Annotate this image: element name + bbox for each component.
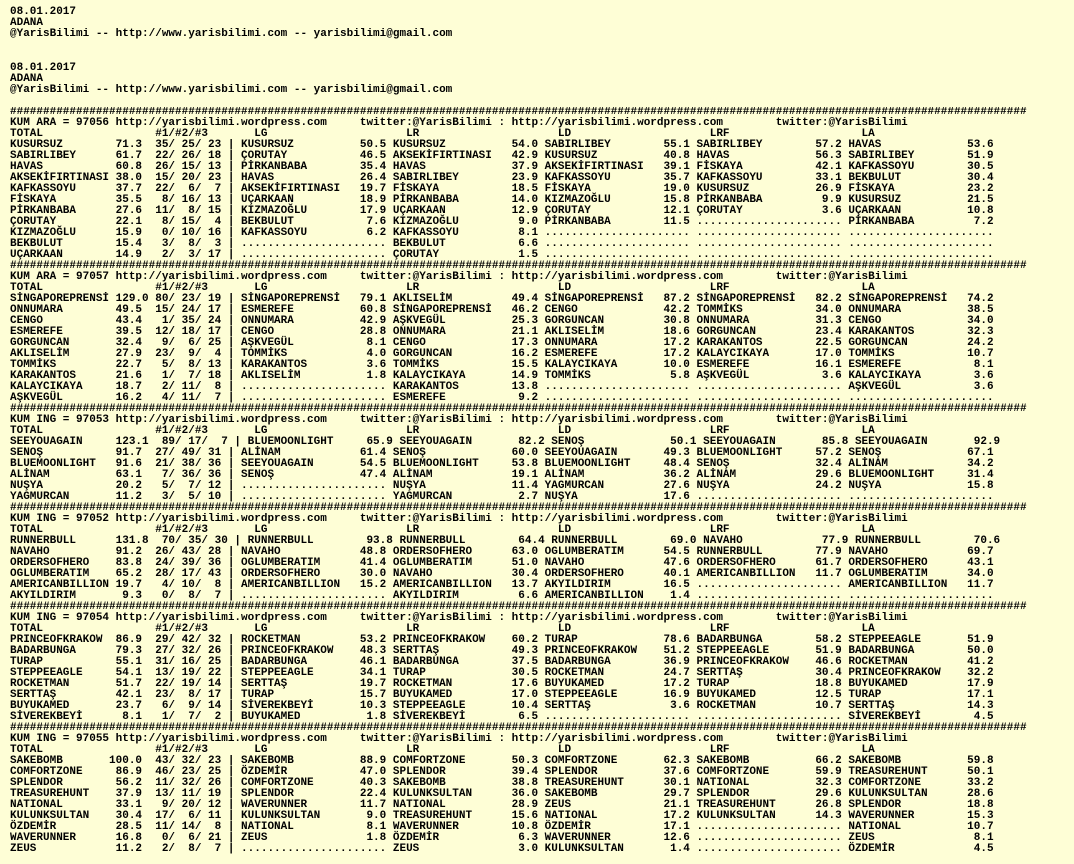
column-header: TOTAL #1/#2/#3 LG LR LD LRF LA bbox=[10, 425, 875, 437]
table-row: NUŞYA 20.2 5/ 7/ 12 | ...................... NUŞYA 11.4 YAGMURCAN 27.6 NUŞYA 24.2 NUŞYA 15.8 bbox=[10, 480, 994, 492]
table-row: KAFKASSOYU 37.7 22/ 6/ 7 | AKSEKİFIRTINASI 19.7 FİSKAYA 18.5 FİSKAYA 19.0 KUSURSUZ 26.9 FİSKAYA 23.2 bbox=[10, 183, 994, 195]
table-row: PİRKANBABA 27.6 11/ 8/ 15 | KIZMAZOĞLU 17.9 UÇARKAAN 12.9 ÇORUTAY 12.1 ÇORUTAY 3.6 UÇARKAAN 10.8 bbox=[10, 205, 994, 217]
table-row: AŞKVEGÜL 16.2 4/ 11/ 7 | ...................... ESMEREFE 9.2 ...................... ...................... ...................... bbox=[10, 392, 994, 404]
table-row: OGLUMBERATIM 65.2 28/ 17/ 43 | ORDERSOFHERO 30.0 NAVAHO 30.4 ORDERSOFHERO 40.1 AMERICANBILLION 11.7 OGLUMBERATIM 34.0 bbox=[10, 568, 994, 580]
table-row: ORDERSOFHERO 83.8 24/ 39/ 36 | OGLUMBERATIM 41.4 OGLUMBERATIM 51.0 NAVAHO 47.6 ORDERSOFHERO 61.7 ORDERSOFHERO 43.1 bbox=[10, 557, 994, 569]
table-row: AMERICANBILLION 19.7 4/ 10/ 8 | AMERICANBILLION 15.2 AMERICANBILLION 13.7 AKYILDIRIM 16.5 ...................... AMERICANBILLION 11.7 bbox=[10, 579, 994, 591]
contact-line: @YarisBilimi -- http://www.yarisbilimi.com -- yarisbilimi@gmail.com bbox=[10, 28, 453, 40]
table-row: UÇARKAAN 14.9 2/ 3/ 17 | ...................... ÇORUTAY 1.5 ...................... ...................... ...................... bbox=[10, 249, 994, 261]
column-header: TOTAL #1/#2/#3 LG LR LD LRF LA bbox=[10, 623, 875, 635]
table-row: TREASUREHUNT 37.9 13/ 11/ 19 | SPLENDOR 22.4 KULUNKSULTAN 36.0 SAKEBOMB 29.7 SPLENDOR 29.6 KULUNKSULTAN 28.6 bbox=[10, 788, 994, 800]
header-block bbox=[10, 63, 452, 96]
table-row: HAVAS 60.8 26/ 15/ 13 | PİRKANBABA 35.4 HAVAS 37.9 AKSEKİFIRTINASI 39.1 FİSKAYA 42.1 KAFKASSOYU 30.5 bbox=[10, 161, 994, 173]
table-row: AKYILDIRIM 9.3 0/ 8/ 7 | ...................... AKYILDIRIM 6.6 AMERICANBILLION 1.4 ...................... ...................... bbox=[10, 590, 994, 602]
table-row: RUNNERBULL 131.8 70/ 35/ 30 | RUNNERBULL 93.8 RUNNERBULL 64.4 RUNNERBULL 69.0 NAVAHO 77.9 RUNNERBULL 70.6 bbox=[10, 535, 1001, 547]
race-title: KUM ING = 97053 http://yarisbilimi.wordpress.com twitter:@YarisBilimi : http://yarisbilimi.wordpress.com twitter:@YarisBilimi bbox=[10, 414, 908, 426]
separator-line: ########################################################################################################################################################## bbox=[10, 601, 1027, 613]
race-title: KUM ING = 97052 http://yarisbilimi.wordpress.com twitter:@YarisBilimi : http://yarisbilimi.wordpress.com twitter:@YarisBilimi bbox=[10, 513, 908, 525]
table-row: NATIONAL 33.1 9/ 20/ 12 | WAVERUNNER 11.7 NATIONAL 28.9 ZEUS 21.1 TREASUREHUNT 26.8 SPLENDOR 18.8 bbox=[10, 799, 994, 811]
table-row: SENOŞ 91.7 27/ 49/ 31 | ALİNAM 61.4 SENOŞ 60.0 SEEYOUAGAIN 49.3 BLUEMOONLIGHT 57.2 SENOŞ 67.1 bbox=[10, 447, 994, 459]
table-row: CENGO 43.4 1/ 35/ 24 | ONNUMARA 42.9 AŞKVEGÜL 25.3 GORGUNCAN 30.8 ONNUMARA 31.3 CENGO 34.0 bbox=[10, 315, 994, 327]
table-row: YAGMURCAN 11.2 3/ 5/ 10 | ...................... YAGMURCAN 2.7 NUŞYA 17.6 ...................... ...................... bbox=[10, 491, 994, 503]
report-date: 08.01.2017 bbox=[10, 6, 77, 18]
separator-line: ########################################################################################################################################################## bbox=[10, 722, 1027, 734]
separator-line: ########################################################################################################################################################## bbox=[10, 403, 1027, 415]
table-row: ÇORUTAY 22.1 8/ 15/ 4 | BEKBULUT 7.6 KIZMAZOĞLU 9.0 PİRKANBABA 11.5 ...................... PİRKANBABA 7.2 bbox=[10, 216, 994, 228]
table-row: STEPPEEAGLE 54.1 13/ 19/ 22 | STEPPEEAGLE 34.1 TURAP 30.5 ROCKETMAN 24.7 SERTTAŞ 30.4 PRINCEOFKRAKOW 32.2 bbox=[10, 667, 994, 679]
table-row: SERTTAŞ 42.1 23/ 8/ 17 | TURAP 15.7 BUYUKAMED 17.0 STEPPEEAGLE 16.9 BUYUKAMED 12.5 TURAP 17.1 bbox=[10, 689, 994, 701]
separator-line: ########################################################################################################################################################## bbox=[10, 260, 1027, 272]
table-row: WAVERUNNER 16.8 0/ 6/ 21 | ZEUS 1.8 ÖZDEMİR 6.3 WAVERUNNER 12.6 ...................... ZEUS 8.1 bbox=[10, 832, 994, 844]
table-row: KIZMAZOĞLU 15.9 0/ 10/ 16 | KAFKASSOYU 6.2 KAFKASSOYU 8.1 ...................... ...................... ...................... bbox=[10, 227, 994, 239]
table-row: GORGUNCAN 32.4 9/ 6/ 25 | AŞKVEGÜL 8.1 CENGO 17.3 ONNUMARA 17.2 KARAKANTOS 22.5 GORGUNCAN 24.2 bbox=[10, 337, 994, 349]
table-row: SPLENDOR 56.2 11/ 32/ 26 | COMFORTZONE 40.3 SAKEBOMB 38.8 TREASUREHUNT 30.1 NATIONAL 32.3 COMFORTZONE 33.2 bbox=[10, 777, 994, 789]
separator-line: ########################################################################################################################################################## bbox=[10, 107, 1027, 118]
column-header: TOTAL #1/#2/#3 LG LR LD LRF LA bbox=[10, 282, 875, 294]
table-row: ALİNAM 63.1 7/ 36/ 36 | SENOŞ 47.4 ALİNAM 19.1 ALİNAM 36.2 ALİNAM 29.6 BLUEMOONLIGHT 31.4 bbox=[10, 469, 994, 481]
table-row: FİSKAYA 35.5 8/ 16/ 13 | UÇARKAAN 18.9 PİRKANBABA 14.0 KIZMAZOĞLU 15.8 PİRKANBABA 9.9 KUSURSUZ 21.5 bbox=[10, 194, 994, 206]
table-row: ZEUS 11.2 2/ 8/ 7 | ...................... ZEUS 3.0 KULUNKSULTAN 1.4 ...................... ÖZDEMİR 4.5 bbox=[10, 843, 994, 855]
table-row: ÖZDEMİR 28.5 11/ 14/ 8 | NATIONAL 8.1 WAVERUNNER 10.8 ÖZDEMİR 17.1 ...................... NATIONAL 10.7 bbox=[10, 821, 994, 833]
table-row: KARAKANTOS 21.6 1/ 7/ 18 | AKLISELİM 1.8 KALAYCIKAYA 14.9 TOMMİKS 5.8 AŞKVEGÜL 3.6 KALAYCIKAYA 3.6 bbox=[10, 370, 994, 382]
table-row: KULUNKSULTAN 30.4 17/ 6/ 11 | KULUNKSULTAN 9.0 TREASUREHUNT 15.6 NATIONAL 17.2 KULUNKSULTAN 14.3 WAVERUNNER 15.3 bbox=[10, 810, 994, 822]
table-row: BLUEMOONLIGHT 91.6 21/ 38/ 36 | SEEYOUAGAIN 54.5 BLUEMOONLIGHT 53.8 BLUEMOONLIGHT 48.4 SENOŞ 32.4 ALİNAM 34.2 bbox=[10, 458, 994, 470]
separator-line: ########################################################################################################################################################## bbox=[10, 502, 1027, 514]
table-row: TURAP 55.1 31/ 16/ 25 | BADARBUNGA 46.1 BADARBUNGA 37.5 BADARBUNGA 36.9 PRINCEOFKRAKOW 46.6 ROCKETMAN 41.2 bbox=[10, 656, 994, 668]
table-row: TOMMİKS 22.7 5/ 8/ 13 | KARAKANTOS 3.6 TOMMİKS 15.5 KALAYCIKAYA 10.0 ESMEREFE 16.1 ESMEREFE 8.1 bbox=[10, 359, 994, 371]
table-row: SİVEREKBEYİ 8.1 1/ 7/ 2 | BUYUKAMED 1.8 SİVEREKBEYİ 6.5 ...................... ...................... SİVEREKBEYİ 4.5 bbox=[10, 711, 994, 723]
table-row: PRINCEOFKRAKOW 86.9 29/ 42/ 32 | ROCKETMAN 53.2 PRINCEOFKRAKOW 60.2 TURAP 78.6 BADARBUNGA 58.2 STEPPEEAGLE 51.9 bbox=[10, 634, 994, 646]
table-row: BADARBUNGA 79.3 27/ 32/ 26 | PRINCEOFKRAKOW 48.3 SERTTAŞ 49.3 PRINCEOFKRAKOW 51.2 STEPPEEAGLE 51.9 BADARBUNGA 50.0 bbox=[10, 645, 994, 657]
report-city: ADANA bbox=[10, 73, 44, 85]
table-row: AKLISELİM 27.9 23/ 9/ 4 | TOMMİKS 4.0 GORGUNCAN 16.2 ESMEREFE 17.2 KALAYCIKAYA 17.0 TOMMİKS 10.7 bbox=[10, 348, 994, 360]
column-header: TOTAL #1/#2/#3 LG LR LD LRF LA bbox=[10, 524, 875, 536]
table-row: AKSEKİFIRTINASI 38.0 15/ 20/ 23 | HAVAS 26.4 SABIRLIBEY 23.9 KAFKASSOYU 35.7 KAFKASSOYU 33.1 BEKBULUT 30.4 bbox=[10, 172, 994, 184]
table-row: BEKBULUT 15.4 3/ 8/ 3 | ...................... BEKBULUT 6.6 ...................... ...................... ...................... bbox=[10, 238, 994, 250]
report-city: ADANA bbox=[10, 17, 44, 29]
table-row: KALAYCIKAYA 18.7 2/ 11/ 8 | ...................... KARAKANTOS 13.8 ...................... ...................... AŞKVEGÜL 3.6 bbox=[10, 381, 994, 393]
table-row: SEEYOUAGAIN 123.1 89/ 17/ 7 | BLUEMOONLIGHT 65.9 SEEYOUAGAIN 82.2 SENOŞ 50.1 SEEYOUAGAIN 85.8 SEEYOUAGAIN 92.9 bbox=[10, 436, 1001, 448]
race-tables bbox=[10, 107, 1070, 855]
column-header: TOTAL #1/#2/#3 LG LR LD LRF LA bbox=[10, 128, 875, 140]
table-row: ESMEREFE 39.5 12/ 18/ 17 | CENGO 28.8 ONNUMARA 21.1 AKLISELİM 18.6 GORGUNCAN 23.4 KARAKANTOS 32.3 bbox=[10, 326, 994, 338]
header-block bbox=[10, 7, 452, 40]
table-row: ROCKETMAN 51.7 22/ 19/ 14 | SERTTAŞ 19.7 ROCKETMAN 17.6 BUYUKAMED 17.2 TURAP 18.8 BUYUKAMED 17.9 bbox=[10, 678, 994, 690]
table-row: KUSURSUZ 71.3 35/ 25/ 23 | KUSURSUZ 50.5 KUSURSUZ 54.0 SABIRLIBEY 55.1 SABIRLIBEY 57.2 HAVAS 53.6 bbox=[10, 139, 994, 151]
table-row: NAVAHO 91.2 26/ 43/ 28 | NAVAHO 48.8 ORDERSOFHERO 63.0 OGLUMBERATIM 54.5 RUNNERBULL 77.9 NAVAHO 69.7 bbox=[10, 546, 994, 558]
table-row: BUYUKAMED 23.7 6/ 9/ 14 | SİVEREKBEYİ 10.3 STEPPEEAGLE 10.4 SERTTAŞ 3.6 ROCKETMAN 10.7 SERTTAŞ 14.3 bbox=[10, 700, 994, 712]
table-row: SİNGAPOREPRENSİ 129.0 80/ 23/ 19 | SİNGAPOREPRENSİ 79.1 AKLISELİM 49.4 SİNGAPOREPRENSİ 87.2 SİNGAPOREPRENSİ 82.2 SİNGAPOREPRENSİ 74.2 bbox=[10, 293, 994, 305]
race-title: KUM ARA = 97056 http://yarisbilimi.wordpress.com twitter:@YarisBilimi : http://yarisbilimi.wordpress.com twitter:@YarisBilimi bbox=[10, 117, 908, 129]
table-row: ONNUMARA 49.5 15/ 24/ 17 | ESMEREFE 60.8 SİNGAPOREPRENSİ 46.2 CENGO 42.2 TOMMİKS 34.0 ONNUMARA 38.5 bbox=[10, 304, 994, 316]
race-title: KUM ING = 97055 http://yarisbilimi.wordpress.com twitter:@YarisBilimi : http://yarisbilimi.wordpress.com twitter:@YarisBilimi bbox=[10, 733, 908, 745]
column-header: TOTAL #1/#2/#3 LG LR LD LRF LA bbox=[10, 744, 875, 756]
table-row: COMFORTZONE 86.9 46/ 23/ 25 | ÖZDEMİR 47.0 SPLENDOR 39.4 SPLENDOR 37.6 COMFORTZONE 59.9 TREASUREHUNT 50.1 bbox=[10, 766, 994, 778]
table-row: SABIRLIBEY 61.7 22/ 26/ 18 | ÇORUTAY 46.5 AKSEKİFIRTINASI 42.9 KUSURSUZ 40.8 HAVAS 56.3 SABIRLIBEY 51.9 bbox=[10, 150, 994, 162]
race-title: KUM ARA = 97057 http://yarisbilimi.wordpress.com twitter:@YarisBilimi : http://yarisbilimi.wordpress.com twitter:@YarisBilimi bbox=[10, 271, 908, 283]
contact-line: @YarisBilimi -- http://www.yarisbilimi.com -- yarisbilimi@gmail.com bbox=[10, 84, 453, 96]
report-date: 08.01.2017 bbox=[10, 62, 77, 74]
table-row: SAKEBOMB 100.0 43/ 32/ 23 | SAKEBOMB 88.9 COMFORTZONE 50.3 COMFORTZONE 62.3 SAKEBOMB 66.2 SAKEBOMB 59.8 bbox=[10, 755, 994, 767]
race-title: KUM ING = 97054 http://yarisbilimi.wordpress.com twitter:@YarisBilimi : http://yarisbilimi.wordpress.com twitter:@YarisBilimi bbox=[10, 612, 908, 624]
